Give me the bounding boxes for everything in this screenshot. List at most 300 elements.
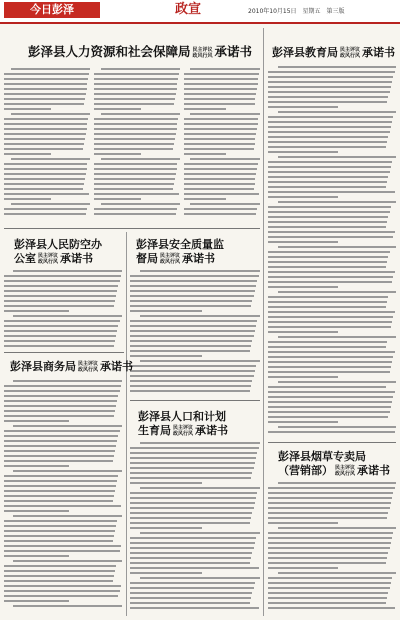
text-line-placeholder [130,330,255,332]
text-line-placeholder [13,270,122,272]
text-line-placeholder [268,106,338,108]
text-line-placeholder [268,261,387,263]
article-hr-col-2 [94,68,180,222]
text-line-placeholder [4,320,120,322]
text-line-placeholder [268,256,388,258]
text-line-placeholder [4,455,114,457]
text-line-placeholder [130,537,256,539]
text-line-placeholder [268,161,392,163]
text-line-placeholder [130,587,254,589]
text-line-placeholder [4,310,69,312]
text-line-placeholder [4,193,89,195]
text-line-placeholder [184,193,259,195]
article-safety-col [130,270,260,396]
text-line-placeholder [4,208,87,210]
text-line-placeholder [130,457,256,459]
text-line-placeholder [184,103,255,105]
article-civil-air-col [4,270,122,350]
text-line-placeholder [278,201,396,203]
text-line-placeholder [4,390,120,392]
text-line-placeholder [278,291,396,293]
text-line-placeholder [190,68,260,70]
text-line-placeholder [268,391,395,393]
text-line-placeholder [130,607,259,609]
text-line-placeholder [140,360,260,362]
article-commerce-col [4,380,122,612]
text-line-placeholder [184,93,256,95]
text-line-placeholder [4,123,87,125]
text-line-placeholder [268,271,395,273]
text-line-placeholder [184,183,255,185]
text-line-placeholder [4,405,116,407]
text-line-placeholder [268,121,392,123]
text-line-placeholder [130,507,254,509]
text-line-placeholder [190,113,260,115]
text-line-placeholder [130,290,255,292]
text-line-placeholder [130,592,252,594]
text-line-placeholder [130,365,256,367]
text-line-placeholder [268,562,386,564]
text-line-placeholder [130,557,251,559]
text-line-placeholder [130,340,252,342]
text-line-placeholder [268,597,387,599]
text-line-placeholder [94,93,176,95]
text-line-placeholder [11,113,90,115]
headline-tobacco: 彭泽县烟草专卖局 （营销部） 民主评议 政风行风 承诺书 [278,450,391,477]
text-line-placeholder [13,380,122,382]
text-line-placeholder [4,290,117,292]
text-line-placeholder [4,535,114,537]
text-line-placeholder [94,183,174,185]
text-line-placeholder [268,91,390,93]
text-line-placeholder [268,371,390,373]
text-line-placeholder [268,366,391,368]
column-divider [263,28,264,616]
text-line-placeholder [190,158,260,160]
text-line-placeholder [4,510,69,512]
text-line-placeholder [130,280,257,282]
text-line-placeholder [4,285,118,287]
text-line-placeholder [130,355,202,357]
text-line-placeholder [268,547,390,549]
text-line-placeholder [94,83,177,85]
text-line-placeholder [130,567,259,569]
text-line-placeholder [130,447,259,449]
text-line-placeholder [268,86,391,88]
text-line-placeholder [130,492,257,494]
text-line-placeholder [4,213,86,215]
text-line-placeholder [4,570,115,572]
text-line-placeholder [268,512,388,514]
text-line-placeholder [4,565,116,567]
text-line-placeholder [130,552,252,554]
text-line-placeholder [268,587,390,589]
text-line-placeholder [268,331,338,333]
text-line-placeholder [4,128,87,130]
text-line-placeholder [184,143,255,145]
text-line-placeholder [4,435,118,437]
text-line-placeholder [4,475,118,477]
article-hr-col-3 [184,68,260,222]
text-line-placeholder [4,525,116,527]
text-line-placeholder [94,213,176,215]
text-line-placeholder [268,251,390,253]
text-line-placeholder [268,306,386,308]
text-line-placeholder [130,300,252,302]
text-line-placeholder [184,83,258,85]
text-line-placeholder [94,168,177,170]
text-line-placeholder [11,68,90,70]
text-line-placeholder [4,335,116,337]
text-line-placeholder [268,231,395,233]
text-line-placeholder [268,592,388,594]
text-line-placeholder [184,188,254,190]
text-line-placeholder [4,138,85,140]
text-line-placeholder [4,580,113,582]
text-line-placeholder [184,128,257,130]
text-line-placeholder [130,482,202,484]
text-line-placeholder [94,208,177,210]
text-line-placeholder [4,590,120,592]
text-line-placeholder [184,148,254,150]
text-line-placeholder [268,351,395,353]
text-line-placeholder [268,577,392,579]
text-line-placeholder [4,460,113,462]
text-line-placeholder [4,325,118,327]
text-line-placeholder [184,208,257,210]
section-title: 政宣 [175,2,202,17]
text-line-placeholder [268,607,395,609]
text-line-placeholder [184,198,226,200]
text-line-placeholder [184,98,255,100]
divider [4,228,260,229]
text-line-placeholder [278,482,396,484]
text-line-placeholder [130,517,251,519]
text-line-placeholder [130,380,252,382]
text-line-placeholder [94,98,175,100]
text-line-placeholder [268,226,386,228]
text-line-placeholder [4,330,117,332]
text-line-placeholder [4,93,86,95]
text-line-placeholder [268,356,393,358]
text-line-placeholder [4,440,117,442]
headline-population: 彭泽县人口和计划 生育局 民主评议 政风行风 承诺书 [138,410,229,437]
text-line-placeholder [268,537,392,539]
text-line-placeholder [130,275,259,277]
text-line-placeholder [268,276,393,278]
text-line-placeholder [184,163,258,165]
text-line-placeholder [130,335,254,337]
text-line-placeholder [4,275,121,277]
text-line-placeholder [268,191,395,193]
text-line-placeholder [4,345,114,347]
text-line-placeholder [94,163,177,165]
text-line-placeholder [184,178,255,180]
text-line-placeholder [4,88,87,90]
text-line-placeholder [278,426,396,428]
text-line-placeholder [268,517,387,519]
text-line-placeholder [268,321,392,323]
text-line-placeholder [4,118,88,120]
text-line-placeholder [4,183,84,185]
text-line-placeholder [4,410,115,412]
text-line-placeholder [4,178,85,180]
text-line-placeholder [268,492,393,494]
divider [130,400,260,401]
divider [4,352,124,353]
text-line-placeholder [268,361,392,363]
text-line-placeholder [140,487,260,489]
text-line-placeholder [130,375,254,377]
text-line-placeholder [4,168,87,170]
text-line-placeholder [268,171,390,173]
text-line-placeholder [94,143,174,145]
text-line-placeholder [4,300,115,302]
text-line-placeholder [4,173,86,175]
text-line-placeholder [268,411,390,413]
text-line-placeholder [278,527,396,529]
text-line-placeholder [268,431,395,433]
text-line-placeholder [4,280,120,282]
text-line-placeholder [4,485,116,487]
text-line-placeholder [184,213,256,215]
text-line-placeholder [4,305,114,307]
masthead [0,0,400,24]
column-divider [126,232,127,616]
text-line-placeholder [4,495,114,497]
text-line-placeholder [268,401,392,403]
headline-commerce: 彭泽县商务局 民主评议 政风行风 承诺书 [10,360,134,373]
text-line-placeholder [268,241,338,243]
text-line-placeholder [94,123,177,125]
text-line-placeholder [13,605,122,607]
text-line-placeholder [130,582,255,584]
text-line-placeholder [278,111,396,113]
text-line-placeholder [94,88,177,90]
issue-date: 2010年10月15日 星期五 第三版 [248,8,345,15]
text-line-placeholder [130,305,251,307]
text-line-placeholder [130,452,257,454]
text-line-placeholder [268,146,386,148]
text-line-placeholder [94,148,173,150]
article-population-col [130,442,260,614]
text-line-placeholder [184,78,258,80]
text-line-placeholder [278,66,396,68]
text-line-placeholder [268,602,386,604]
text-line-placeholder [268,326,391,328]
text-line-placeholder [4,445,116,447]
text-line-placeholder [268,341,387,343]
text-line-placeholder [190,203,260,205]
text-line-placeholder [184,138,255,140]
text-line-placeholder [4,600,69,602]
article-hr-col-1 [4,68,90,222]
text-line-placeholder [4,163,87,165]
text-line-placeholder [184,153,226,155]
text-line-placeholder [4,98,85,100]
text-line-placeholder [268,126,391,128]
text-line-placeholder [130,477,251,479]
text-line-placeholder [94,78,178,80]
text-line-placeholder [268,552,388,554]
text-line-placeholder [130,547,254,549]
text-line-placeholder [130,370,255,372]
text-line-placeholder [130,350,250,352]
text-line-placeholder [4,340,115,342]
text-line-placeholder [268,296,388,298]
article-education-col [268,66,396,438]
text-line-placeholder [140,532,260,534]
text-line-placeholder [268,522,338,524]
text-line-placeholder [4,400,117,402]
text-line-placeholder [13,515,122,517]
text-line-placeholder [130,325,256,327]
text-line-placeholder [130,345,251,347]
text-line-placeholder [268,281,392,283]
text-line-placeholder [4,520,117,522]
text-line-placeholder [184,73,259,75]
text-line-placeholder [4,83,87,85]
text-line-placeholder [4,575,114,577]
text-line-placeholder [94,198,141,200]
text-line-placeholder [94,193,179,195]
text-line-placeholder [278,572,396,574]
text-line-placeholder [278,156,396,158]
text-line-placeholder [268,487,395,489]
text-line-placeholder [184,123,258,125]
text-line-placeholder [4,545,121,547]
text-line-placeholder [268,236,393,238]
text-line-placeholder [130,310,202,312]
text-line-placeholder [130,542,255,544]
text-line-placeholder [268,396,393,398]
text-line-placeholder [101,158,180,160]
text-line-placeholder [184,173,256,175]
text-line-placeholder [4,148,83,150]
text-line-placeholder [4,395,118,397]
text-line-placeholder [4,505,121,507]
text-line-placeholder [4,420,69,422]
text-line-placeholder [268,582,391,584]
text-line-placeholder [4,198,51,200]
text-line-placeholder [130,467,254,469]
text-line-placeholder [4,540,113,542]
text-line-placeholder [268,181,387,183]
text-line-placeholder [130,562,250,564]
text-line-placeholder [130,285,256,287]
text-line-placeholder [130,502,255,504]
text-line-placeholder [268,166,391,168]
text-line-placeholder [268,497,392,499]
text-line-placeholder [4,480,117,482]
text-line-placeholder [268,386,386,388]
text-line-placeholder [268,216,388,218]
text-line-placeholder [4,585,121,587]
text-line-placeholder [278,246,396,248]
text-line-placeholder [130,572,202,574]
text-line-placeholder [130,497,256,499]
text-line-placeholder [268,301,387,303]
text-line-placeholder [130,597,251,599]
text-line-placeholder [101,113,180,115]
text-line-placeholder [268,176,388,178]
text-line-placeholder [4,490,115,492]
text-line-placeholder [130,385,251,387]
text-line-placeholder [4,385,121,387]
text-line-placeholder [268,266,386,268]
text-line-placeholder [94,153,141,155]
text-line-placeholder [130,522,250,524]
text-line-placeholder [268,502,391,504]
text-line-placeholder [184,133,256,135]
text-line-placeholder [268,557,387,559]
text-line-placeholder [130,472,252,474]
text-line-placeholder [4,143,84,145]
text-line-placeholder [94,178,175,180]
text-line-placeholder [4,78,88,80]
text-line-placeholder [268,206,391,208]
text-line-placeholder [140,577,260,579]
newspaper-logo: 今日彭泽 [4,2,100,18]
text-line-placeholder [4,430,120,432]
text-line-placeholder [184,118,258,120]
text-line-placeholder [94,103,174,105]
text-line-placeholder [268,376,338,378]
text-line-placeholder [4,500,113,502]
text-line-placeholder [11,203,90,205]
text-line-placeholder [268,81,392,83]
text-line-placeholder [94,133,176,135]
text-line-placeholder [268,406,391,408]
text-line-placeholder [130,602,250,604]
text-line-placeholder [268,311,395,313]
text-line-placeholder [268,136,388,138]
headline-safety: 彭泽县安全质量监 督局 民主评议 政风行风 承诺书 [136,238,224,265]
divider [268,442,396,443]
text-line-placeholder [94,188,173,190]
text-line-placeholder [4,295,116,297]
text-line-placeholder [278,381,396,383]
text-line-placeholder [4,530,115,532]
text-line-placeholder [268,186,386,188]
text-line-placeholder [184,88,257,90]
text-line-placeholder [4,450,115,452]
text-line-placeholder [268,286,338,288]
text-line-placeholder [13,425,122,427]
text-line-placeholder [268,76,393,78]
text-line-placeholder [268,346,386,348]
text-line-placeholder [268,131,390,133]
text-line-placeholder [268,567,338,569]
text-line-placeholder [101,68,180,70]
text-line-placeholder [268,532,393,534]
text-line-placeholder [94,173,176,175]
text-line-placeholder [268,421,338,423]
text-line-placeholder [4,595,118,597]
text-line-placeholder [4,555,69,557]
article-tobacco-col [268,482,396,614]
text-line-placeholder [130,390,250,392]
text-line-placeholder [4,415,114,417]
text-line-placeholder [4,153,51,155]
text-line-placeholder [268,151,338,153]
text-line-placeholder [4,103,84,105]
text-line-placeholder [268,101,387,103]
text-line-placeholder [130,295,254,297]
text-line-placeholder [4,465,69,467]
text-line-placeholder [184,168,257,170]
text-line-placeholder [94,118,178,120]
